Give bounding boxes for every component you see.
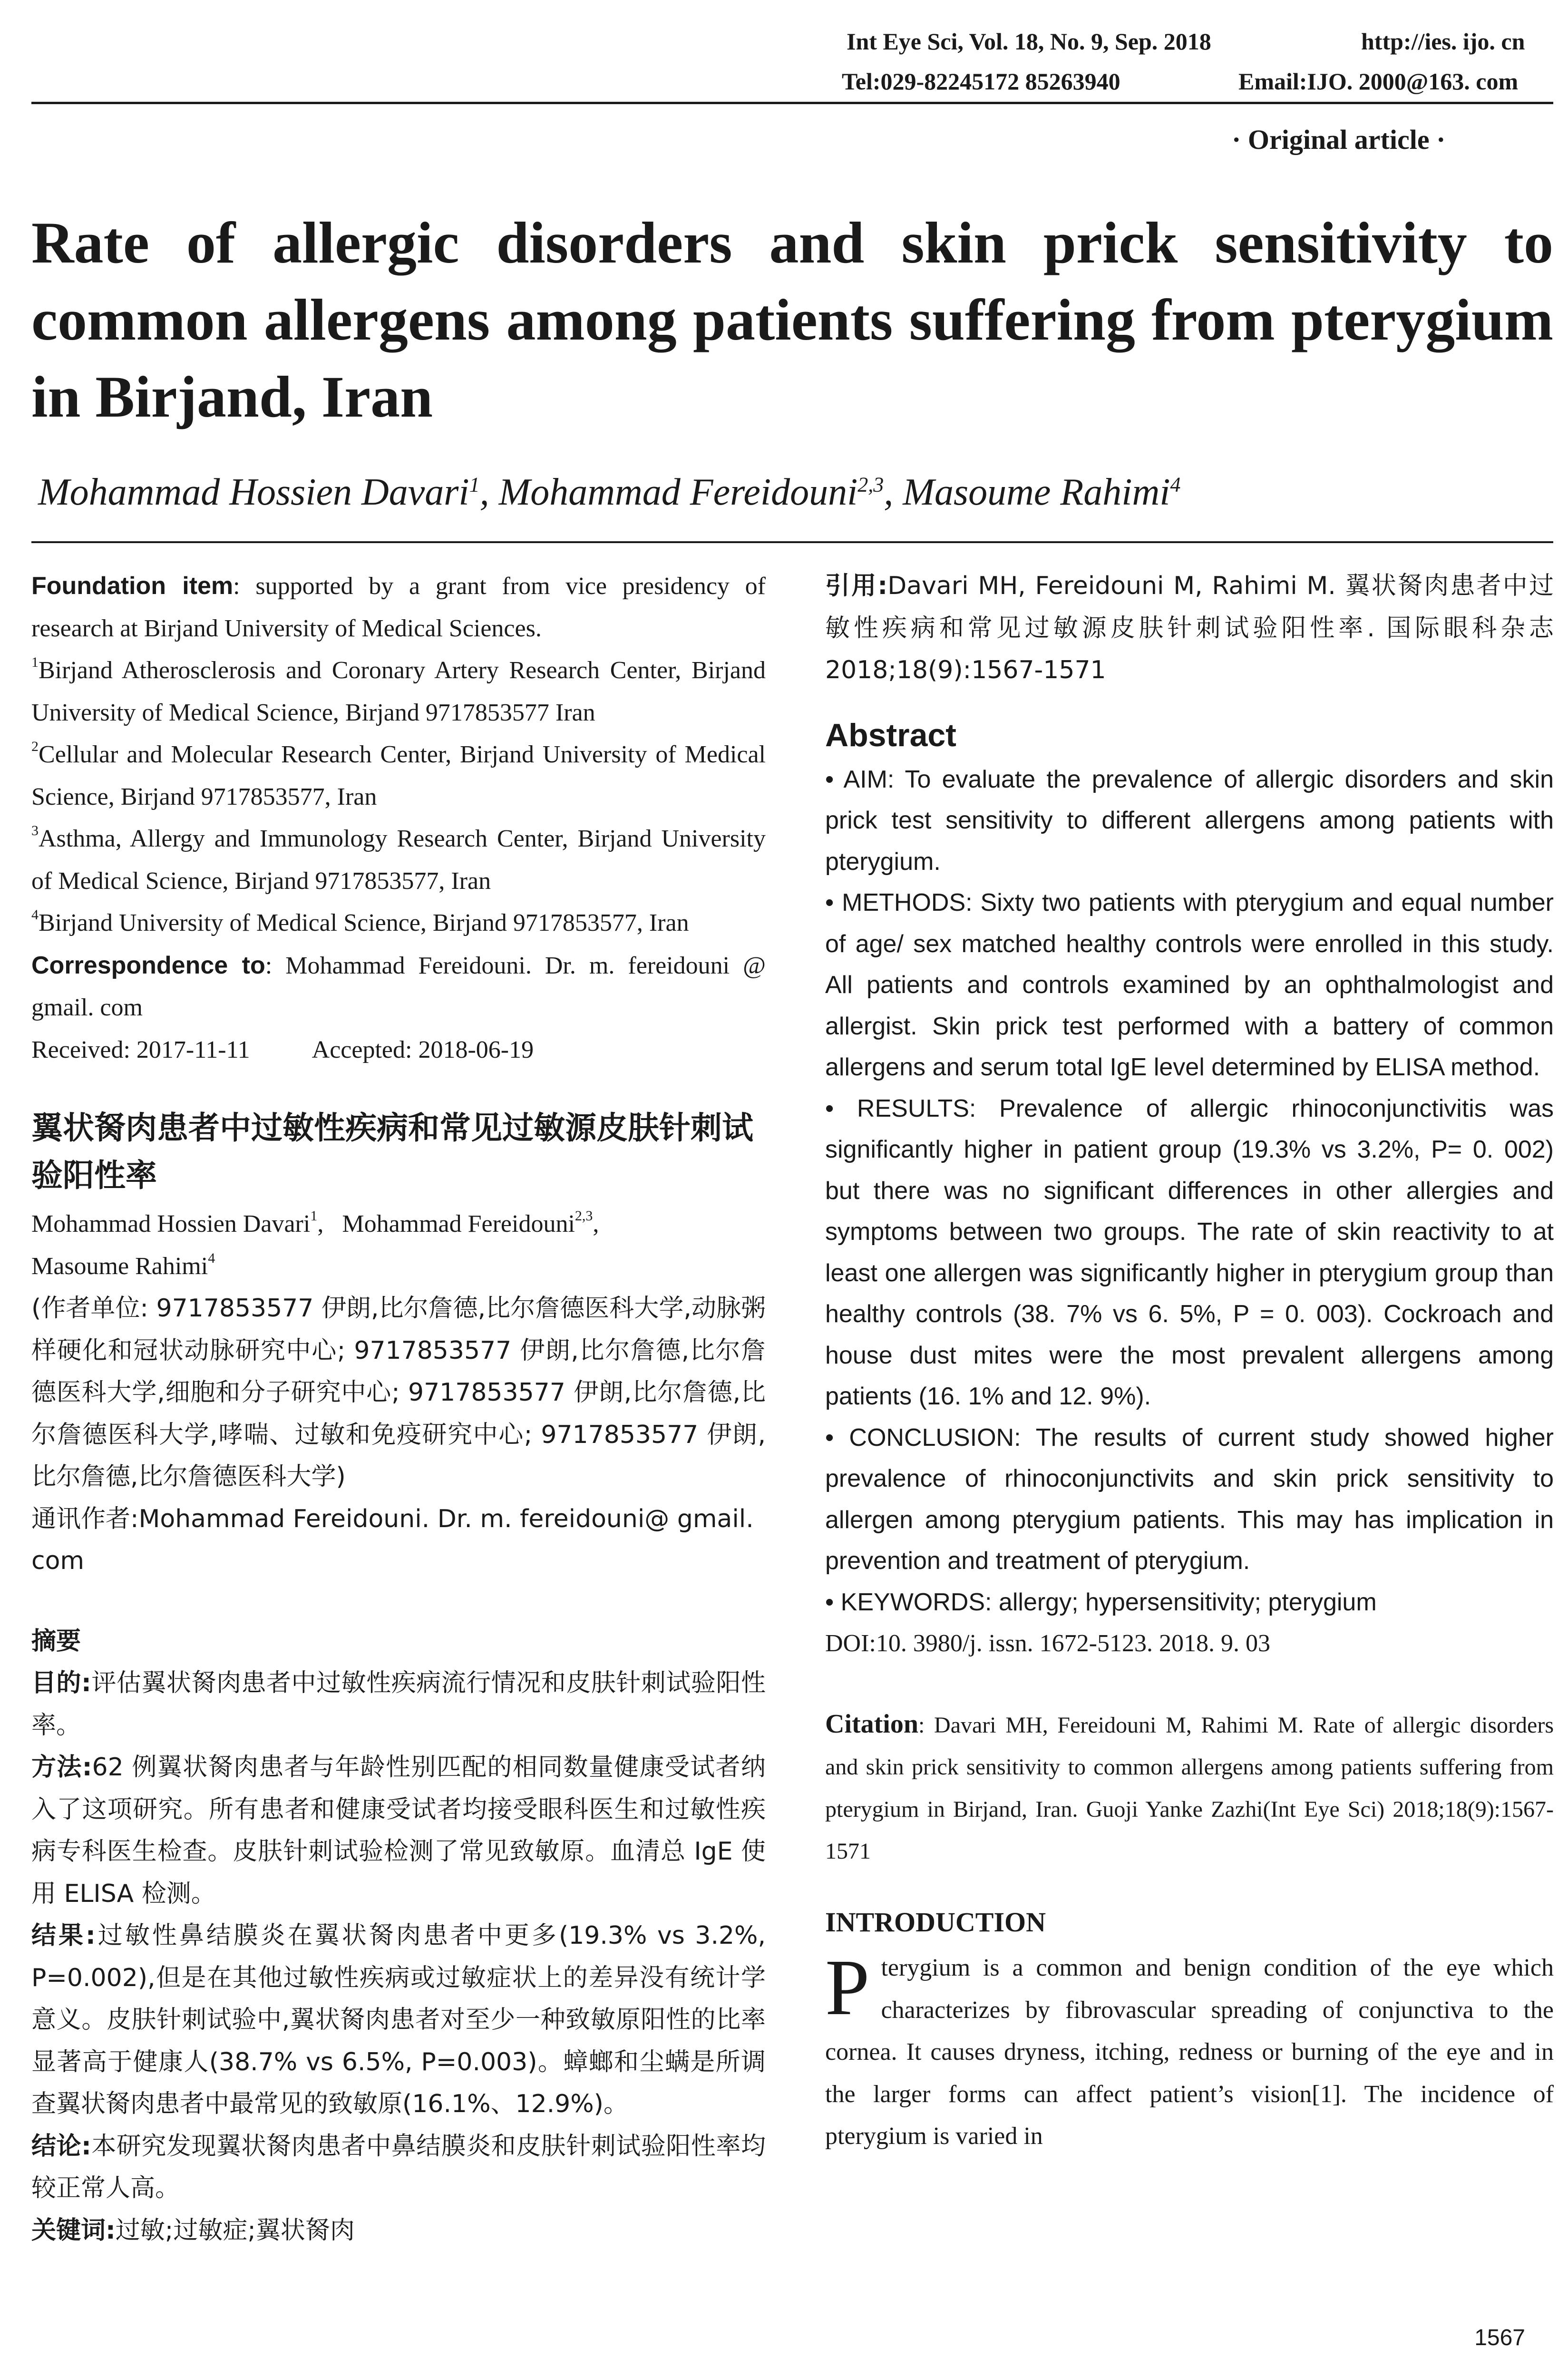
- cn-conclusion-label: 结论:: [31, 2132, 91, 2161]
- abstract-heading: Abstract: [825, 717, 956, 753]
- cn-correspondence: 通讯作者:Mohammad Fereidouni. Dr. m. fereidouni@ gmail. com: [31, 1504, 754, 1575]
- cn-conclusion-text: 本研究发现翼状胬肉患者中鼻结膜炎和皮肤针刺试验阳性率均较正常人高。: [31, 2132, 766, 2202]
- cn-results-label: 结果:: [31, 1921, 96, 1950]
- abstract-results: • RESULTS: Prevalence of allergic rhinoconjunctivitis was significantly higher in patient group (19.3% vs 3.2%, P= 0. 002) but there was no significant differences in other allergies and symptoms between two groups. The rate of skin reactivity to at least one allergen was significantly higher in pterygium group than healthy controls (38. 7% vs 6. 5%, P = 0. 003). Cockroach and house dust mites were the most prevalent allergens among patients (16. 1% and 12. 9%).: [825, 1094, 1554, 1410]
- affiliation-4-text: Birjand University of Medical Science, Birjand 9717853577, Iran: [39, 909, 689, 936]
- foundation-item: [31, 565, 766, 650]
- affiliation-4: $^4$Birjand University of Medical Science, Birjand 9717853577, Iran: [31, 907, 689, 936]
- received-date: Received: 2017-11-11: [31, 1036, 250, 1063]
- article-title: Rate of allergic disorders and skin prick sensitivity to common allergens among patients suffering from pterygium in Birjand, Iran: [31, 210, 1553, 429]
- cn-methods-text: 62 例翼状胬肉患者与年龄性别匹配的相同数量健康受试者纳入了这项研究。所有患者和健康受试者均接受眼科医生和过敏性疾病专科医生检查。皮肤针刺试验检测了常见致敏原。血清总 IgE 使用 ELISA 检测。: [31, 1753, 766, 1908]
- author-line: [38, 471, 1546, 514]
- cn-results-text: 过敏性鼻结膜炎在翼状胬肉患者中更多(19.3% vs 3.2%, P=0.002),但是在其他过敏性疾病或过敏症状上的差异没有统计学意义。皮肤针刺试验中,翼状胬肉患者对至少一种致敏原阳性的比率显著高于健康人(38.7% vs 6.5%, P=0.003)。蟑螂和尘螨是所调查翼状胬肉患者中最常见的致敏原(16.1%、12.9%)。: [31, 1921, 766, 2118]
- correspondence: [31, 945, 766, 1029]
- author-3-affil: 4: [1170, 473, 1181, 497]
- author-1-affil: 1: [469, 473, 480, 497]
- author-2-affil: 2,3: [857, 473, 884, 497]
- cn-conclusion: [31, 2125, 766, 2210]
- journal-url[interactable]: http://ies. ijo. cn: [1361, 28, 1525, 55]
- cn-keywords: [31, 2210, 766, 2252]
- journal-email[interactable]: Email:IJO. 2000@163. com: [1238, 68, 1519, 95]
- citation-en-text: : Davari MH, Fereidouni M, Rahimi M. Rate of allergic disorders and skin prick sensitivity to common allergens among patients suffering from pterygium in Birjand, Iran. Guoji Yanke Zazhi(Int Eye Sci) 2018;18(9):1567-1571: [825, 1712, 1554, 1864]
- foundation-text: : supported by a grant from vice presidency of research at Birjand University of Medical Sciences.: [31, 573, 766, 642]
- affiliation-2: $^2$Cellular and Molecular Research Center, Birjand University of Medical Science, Birjand 9717853577, Iran: [31, 739, 766, 810]
- cn-methods: [31, 1746, 766, 1915]
- cn-methods-label: 方法:: [31, 1753, 92, 1782]
- right-column: [825, 565, 1554, 2158]
- affiliation-2-text: Cellular and Molecular Research Center, Birjand University of Medical Science, Birjand 9717853577, Iran: [31, 741, 766, 810]
- cn-title: 翼状胬肉患者中过敏性疾病和常见过敏源皮肤针刺试验阳性率: [31, 1110, 753, 1194]
- cn-abstract-label: 摘要: [31, 1627, 81, 1656]
- author-1: Mohammad Hossien Davari: [38, 471, 469, 513]
- affiliation-3: $^3$Asthma, Allergy and Immunology Research Center, Birjand University of Medical Science, Birjand 9717853577, Iran: [31, 823, 766, 895]
- accepted-date: Accepted: 2018-06-19: [312, 1036, 534, 1063]
- affiliation-1: $^1$Birjand Atherosclerosis and Coronary Artery Research Center, Birjand University of Medical Science, Birjand 9717853577 Iran: [31, 654, 766, 726]
- intro-heading: INTRODUCTION: [825, 1906, 1046, 1938]
- cn-author-2: Mohammad Fereidouni: [342, 1210, 575, 1237]
- section-label: · Original article ·: [1232, 124, 1446, 155]
- cn-aim-text: 评估翼状胬肉患者中过敏性疾病流行情况和皮肤针刺试验阳性率。: [31, 1669, 766, 1740]
- cn-affiliations: (作者单位: 9717853577 伊朗,比尔詹德,比尔詹德医科大学,动脉粥样硬化和冠状动脉研究中心; 9717853577 伊朗,比尔詹德,比尔詹德医科大学,细胞和分子研究中心; 9717853577 伊朗,比尔詹德,比尔詹德医科大学,哮喘、过敏和免疫研究中心; 9717853577 伊朗,比尔詹德,比尔詹德医科大学): [31, 1294, 766, 1491]
- journal-info: Int Eye Sci, Vol. 18, No. 9, Sep. 2018: [847, 28, 1211, 55]
- cn-author-1: Mohammad Hossien Davari: [31, 1210, 311, 1237]
- dates: [31, 1029, 766, 1072]
- affiliation-1-text: Birjand Atherosclerosis and Coronary Artery Research Center, Birjand University of Medical Science, Birjand 9717853577 Iran: [31, 657, 766, 726]
- cn-aim: [31, 1662, 766, 1746]
- intro-text: terygium is a common and benign condition of the eye which characterizes by fibrovascular spreading of conjunctiva to the cornea. It causes dryness, itching, redness or burning of the eye and in the larger forms can affect patient’s vision[1]. The incidence of pterygium is varied in: [825, 1954, 1554, 2150]
- author-2: Mohammad Fereidouni: [498, 471, 858, 513]
- left-column: [31, 565, 766, 2251]
- citation-en-label: Citation: [825, 1709, 918, 1739]
- header-rule: [31, 102, 1553, 104]
- intro-dropcap: P: [825, 1943, 870, 2032]
- cn-abstract-heading: [31, 1620, 766, 1663]
- author-rule: [31, 541, 1553, 543]
- abstract-conclusion: • CONCLUSION: The results of current study showed higher prevalence of rhinoconjunctivits and skin prick sensitivity to allergen among pterygium patients. This may has implication in prevention and treatment of pterygium.: [825, 1423, 1554, 1575]
- cn-citation: [825, 565, 1554, 692]
- cn-results: [31, 1915, 766, 2125]
- page-number: 1567: [1474, 2325, 1525, 2350]
- correspondence-label: Correspondence to: [31, 951, 265, 979]
- abstract-methods: • METHODS: Sixty two patients with pterygium and equal number of age/ sex matched healthy controls were enrolled in this study. All patients and controls examined by an ophthalmologist and allergist. Skin prick test performed with a battery of common allergens and serum total IgE level determined by ELISA method.: [825, 889, 1554, 1081]
- citation-en: [825, 1703, 1554, 1873]
- correspondence-text: : Mohammad Fereidouni. Dr. m. fereidouni @ gmail. com: [31, 952, 766, 1021]
- affiliation-3-text: Asthma, Allergy and Immunology Research Center, Birjand University of Medical Science, Birjand 9717853577, Iran: [31, 825, 766, 895]
- cn-authors: Mohammad Hossien Davari$^1$, Mohammad Fereidouni$^{2,3}$, Masoume Rahimi$^4$: [31, 1208, 599, 1280]
- cn-aim-label: 目的:: [31, 1669, 91, 1697]
- author-3: Masoume Rahimi: [903, 471, 1170, 513]
- author-sep: ,: [479, 471, 499, 513]
- intro-paragraph: [825, 1943, 1554, 2158]
- cn-author-3: Masoume Rahimi: [31, 1252, 208, 1280]
- cn-keywords-label: 关键词:: [31, 2216, 116, 2245]
- doi[interactable]: DOI:10. 3980/j. issn. 1672-5123. 2018. 9. 03: [825, 1630, 1270, 1657]
- abstract-keywords: • KEYWORDS: allergy; hypersensitivity; pterygium: [825, 1588, 1377, 1616]
- abstract-aim: • AIM: To evaluate the prevalence of allergic disorders and skin prick test sensitivity to different allergens among patients with pterygium.: [825, 765, 1554, 876]
- cn-citation-text: Davari MH, Fereidouni M, Rahimi M. 翼状胬肉患者中过敏性疾病和常见过敏源皮肤针刺试验阳性率. 国际眼科杂志 2018;18(9):1567-1571: [825, 572, 1554, 684]
- cn-keywords-text: 过敏;过敏症;翼状胬肉: [115, 2216, 355, 2245]
- cn-citation-label: 引用:: [825, 572, 888, 600]
- author-sep: ,: [884, 471, 903, 513]
- foundation-label: Foundation item: [31, 572, 234, 600]
- journal-tel: Tel:029-82245172 85263940: [842, 68, 1120, 95]
